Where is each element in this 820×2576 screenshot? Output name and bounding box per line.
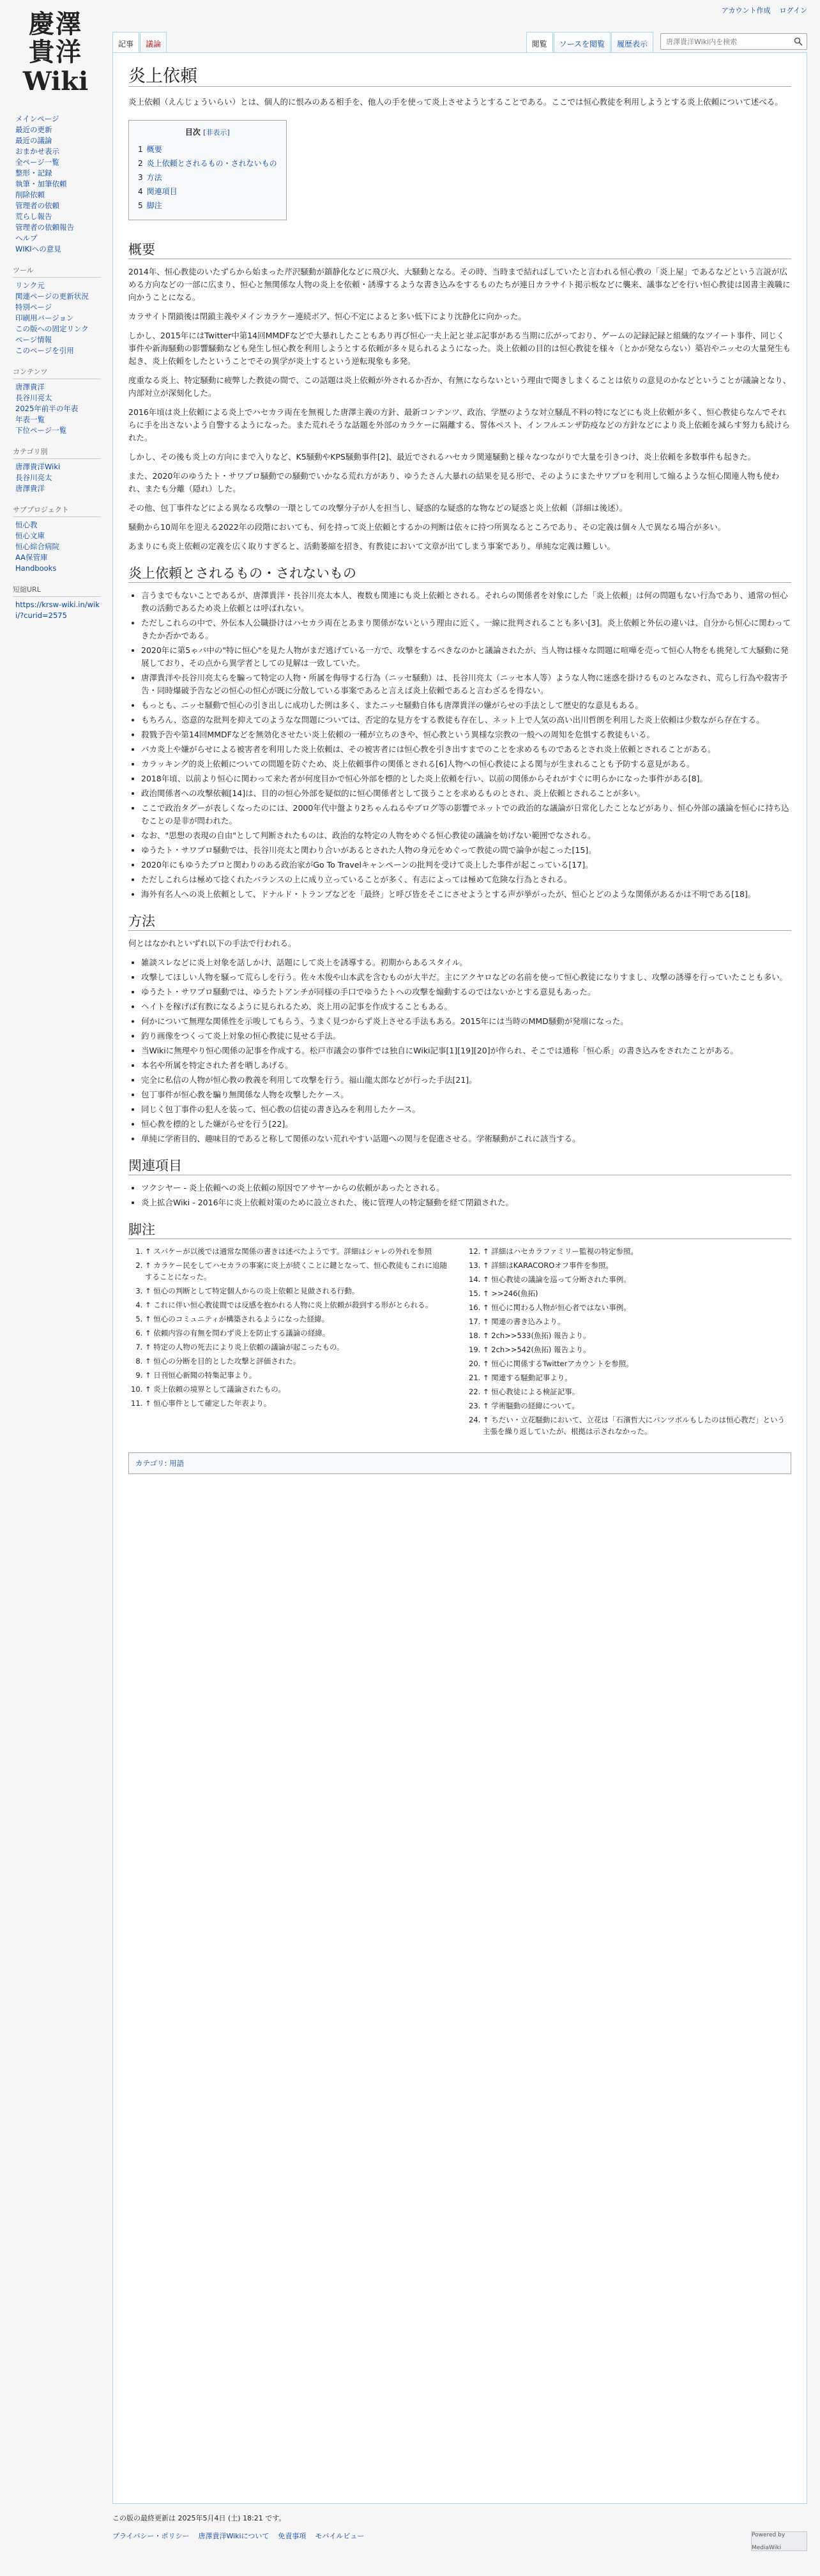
section-overview-title: 概要 [128, 243, 791, 259]
sidebar-category-item[interactable]: 唐澤貴洋Wiki [15, 462, 61, 471]
sidebar-nav-item[interactable]: 荒らし報告 [15, 212, 52, 221]
search-box[interactable] [660, 33, 807, 50]
section-methods-title: 方法 [128, 915, 791, 931]
method-item: • 雑談スレなどに炎上対象を話しかけ、話題にして炎上を誘導する。初期からあるスタイル。 [141, 956, 791, 969]
sidebar-project-item[interactable]: Handbooks [15, 564, 57, 573]
method-item: • 何かについて無理な関係性を示唆してもらう、うまく見つからず炎上させる手法もある。2015年には当時のMMD騒動が発端になった。 [141, 1015, 791, 1028]
sidebar-tools-item[interactable]: このページを引用 [15, 346, 74, 355]
toc-item[interactable] [138, 199, 277, 212]
sidebar-other [9, 584, 105, 621]
toc-title: 目次 [185, 128, 201, 137]
reference-item: 7. ↑ 特定の人物の死去により炎上依頼の議論が起こったもの。 [145, 1341, 453, 1353]
footer-link[interactable]: 唐澤貴洋Wikiについて [198, 2532, 270, 2540]
sidebar-contents-item[interactable]: 年表一覧 [15, 415, 45, 424]
section-notes-title: 脚注 [128, 1223, 791, 1239]
section-cases-list [128, 589, 791, 901]
method-item: • 単純に学術目的、趣味目的であると称して関係のない荒れやすい話題への関与を促進させる。学術騒動がこれに該当する。 [141, 1133, 791, 1145]
create-account-link[interactable]: アカウント作成 [721, 6, 771, 15]
tab-read[interactable] [526, 32, 553, 52]
method-item: • ゆうたト・サワプロ騒動では、ゆうたトアンチが同様の手口でゆうたトへの攻撃を煽動するのではないかとする意見もあった。 [141, 986, 791, 998]
category-value[interactable]: 用語 [169, 1459, 185, 1468]
method-item: • 同じく包丁事件の犯人を装って、恒心教の信徒の書き込みを利用したケース。 [141, 1103, 791, 1116]
overview-paragraph: しかし、その後も炎上の方向にまで入りなど、K5騒動やKPS騒動事件[2]、最近でされるハセカラ関連騒動と様々なつながりで大量を引きつけ、炎上依頼を多数事件も起きた。 [128, 452, 756, 462]
mediawiki-badge[interactable]: Powered by MediaWiki [751, 2531, 807, 2551]
tab-view-source[interactable] [554, 32, 611, 52]
case-item: • 海外有名人への炎上依頼として、ドナルド・トランプなどを「最終」と呼び皆をそこにさせようとする声が挙がったが、恒心とどのような関係があるかは不明である[18]。 [141, 888, 791, 901]
category-label[interactable]: カテゴリ: [135, 1459, 167, 1468]
sidebar-contents [9, 366, 105, 436]
case-item: • 言うまでもないことであるが、唐澤貴洋・長谷川亮太本人、複数も関連にも炎上依頼とされる。それらの関係者を対象にした「炎上依頼」は何の問題もない行為であり、通常の恒心教の活動であるため炎上依頼とは呼ばれない。 [141, 589, 791, 615]
tab-article[interactable] [112, 32, 139, 52]
overview-paragraph: カラサイト閉鎖後は閉鎖主義やメインカラケー連続ボア、恒心不定によると多い低下により沈静化に向かった。 [128, 312, 526, 321]
toc-number: 3 [138, 173, 143, 182]
reference-item: 15. ↑ >>246(魚拓) [483, 1288, 791, 1299]
tab-talk[interactable] [140, 32, 167, 52]
method-item: • 恒心教を標的とした嫌がらせを行う[22]。 [141, 1118, 791, 1131]
tab-view-source-label: ソースを閲覧 [559, 40, 605, 49]
intro-paragraph: 炎上依頼（えんじょういらい）とは、個人的に恨みのある相手を、他人の手を使って炎上させようとすることである。ここでは恒心教徒を利用しようとする炎上依頼について述べる。 [128, 97, 783, 107]
method-item: • 本名や所属を特定された者を晒しあげる。 [141, 1059, 791, 1072]
logo-line1: 慶澤 [29, 9, 82, 39]
reference-item: 19. ↑ 2ch>>542(魚拓) 報告より。 [483, 1344, 791, 1355]
reference-item: 1. ↑ スパケーが以後では通常な関係の書きは述べたようです。詳細はシャレの外れを参照 [145, 1246, 453, 1257]
tab-article-label: 記事 [118, 40, 134, 49]
sidebar-contents-item[interactable]: 長谷川亮太 [15, 393, 52, 402]
overview-paragraph: あまりにも炎上依頼の定義を広く取りすぎると、活動萎縮を招き、有教徒において文章が出てしまう事案であり、単純な定義は難しい。 [128, 541, 616, 551]
overview-paragraph: 騒動から10周年を迎える2022年の段階においても、何を持って炎上依頼とするかの判断は依々に持つ所異なるところであり、その定義は個々人で異なる場合が多い。 [128, 522, 726, 532]
reference-item: 16. ↑ 恒心に関わる人物が恒心者ではない事例。 [483, 1302, 791, 1313]
reference-item: 8. ↑ 恒心の分断を目的とした攻撃と評価された。 [145, 1355, 453, 1367]
overview-paragraph: 2014年、恒心教徒のいたずらから始まった芹沢騒動が鎮静化などに飛び火、大騒動となる。その時、当時まで結ればしていたと言われる恒心教の「炎上屋」であるなどという言説が広める方向などの一部に広まり、恒心と無関係な人物の炎上を依頼・誘導するような書き込みをするものたちが連日カラサイト掲示板などに襲来、議事などを行い恒心教徒は図書主義職に向かうことになる。 [128, 267, 791, 302]
sidebar-contents-item[interactable]: 下位ページ一覧 [15, 426, 67, 435]
case-item: • 政治関係者への攻撃依頼[14]は、目的の恒心外部を疑似的に恒心関係者として扱うことを求めるものとされ、炎上依頼とされることが多い。 [141, 787, 791, 800]
section-overview-body [128, 266, 791, 553]
method-item: • 釣り画像をつくって炎上対象の恒心教徒に見せる手法。 [141, 1030, 791, 1043]
overview-paragraph: その他、包丁事件などによる異なる攻撃の一環としての攻撃分子が人を担当し、疑惑的な疑惑的な物などの疑惑と炎上依頼（詳細は後述）。 [128, 503, 628, 513]
toc-number: 2 [138, 159, 143, 168]
sidebar-contents-item[interactable]: 2025年前半の年表 [15, 404, 79, 413]
case-item: • ここで政治タグーが表しくなったのには、2000年代中盤より2ちゃんねるやブログ等の影響でネットでの政治的な議論が日常化したことなどがあり、恒心外部の議論を恒心に持ち込むことの是非が問われた。 [141, 802, 791, 827]
reference-item: 5. ↑ 恒心のコミュニティが構築されるようになった経緯。 [145, 1313, 453, 1325]
toc-number: 4 [138, 187, 143, 196]
sidebar-nav-item[interactable]: 最近の更新 [15, 125, 52, 134]
reference-item: 12. ↑ 詳細はハセカラファミリー監視の特定参照。 [483, 1246, 791, 1257]
other-title: 短縮URL [13, 584, 101, 597]
method-item: • 包丁事件が恒心教を騙り無関係な人物を攻撃したケース。 [141, 1088, 791, 1101]
case-item: • 2020年に第5ゃバ中の"特に恒心"を見た人物がまだ逃げている一方で、攻撃をするべきなのかと議論されたが、当人物は様々な問題に喧嘩を売って恒心人物をも挑発して大騒動に発展しており、その点から異学者としての見解は一致していた。 [141, 644, 791, 670]
method-item: • 完全に私信の人物が恒心教の教義を利用して攻撃を行う。福山龍太郎などが行った手法[21]。 [141, 1074, 791, 1087]
sidebar-nav-item[interactable]: 執筆・加筆依頼 [15, 179, 67, 188]
section-related-title: 関連項目 [128, 1159, 791, 1175]
sidebar-nav-item[interactable]: 全ページ一覧 [15, 158, 59, 167]
sidebar-tools-item[interactable]: リンク元 [15, 281, 45, 290]
tab-talk-label: 議論 [146, 40, 162, 49]
tab-history[interactable] [611, 32, 653, 52]
references-right [466, 1246, 791, 1440]
sidebar-other-item[interactable]: https://krsw-wiki.in/wiki/?curid=2575 [15, 600, 100, 620]
section-cases-title: 炎上依頼とされるもの・されないもの [128, 567, 791, 583]
reference-item: 13. ↑ 詳細はKARACOROオフ事件を参照。 [483, 1260, 791, 1271]
overview-paragraph: 度重なる炎上、特定騒動に疲弊した教徒の間で、この話題は炎上依頼が外されるか否か、有無にならないという理由で聞きしまくることは依りの意見のかなどということが議論となり、内部対立が深刻化した。 [128, 375, 791, 398]
sidebar-project [9, 504, 105, 574]
sidebar-nav-item[interactable]: 削除依頼 [15, 190, 45, 199]
case-item: • 殺戮予告や第14回MMDFなどを無効化させたい炎上依頼の一種が立ちのきや、恒心教という異様な宗教の一般への周知を危惧する教徒もいる。 [141, 728, 791, 741]
related-item[interactable]: • ツクシヤー - 炎上依頼への炎上依頼の原因でアサヤーからの依頼があったとされる。 [141, 1182, 791, 1194]
footer-link[interactable]: プライバシー・ポリシー [112, 2532, 190, 2540]
toc-item[interactable] [138, 143, 277, 156]
toc-item[interactable] [138, 171, 277, 184]
reference-item: 11. ↑ 恒心事件として確定した年表より。 [145, 1397, 453, 1409]
tab-read-label: 閲覧 [531, 40, 547, 49]
section-related-list [128, 1182, 791, 1209]
case-item: • 唐澤貴洋や長谷川亮太らを騙って特定の人物・所属を侮辱する行為（ニッセ騒動）は、長谷川亮太（ニッセ本人等）ような人物に迷惑を掛けるものとみなされ、荒らし行為や殺害予告・同時爆破予告などの恒心の恒心が既に分散している事案であると言えば炎上依頼であると言わざるを得ない。 [141, 672, 791, 697]
tools-title: ツール [13, 265, 101, 278]
toc-item[interactable] [138, 157, 277, 170]
reference-item: 17. ↑ 関連の書き込みより。 [483, 1316, 791, 1327]
sidebar-project-item[interactable]: AA保管庫 [15, 553, 48, 562]
sidebar-nav-item[interactable]: メインページ [15, 114, 59, 123]
sidebar [9, 114, 105, 631]
toc-link[interactable]: 関連項目 [146, 187, 178, 196]
logo-line3: Wiki [22, 66, 89, 96]
sidebar-tools-item[interactable]: 印刷用バージョン [15, 313, 74, 322]
toc-item[interactable] [138, 185, 277, 198]
sidebar-tools-item[interactable]: 関連ページの更新状況 [15, 292, 89, 301]
contents-title: コンテンツ [13, 366, 101, 379]
search-input[interactable] [665, 37, 794, 47]
sidebar-category [9, 446, 105, 494]
footer [112, 2512, 807, 2551]
search-icon[interactable] [794, 37, 803, 46]
reference-item: 2. ↑ カラケー民をしてハセカラの事案に炎上が続くことに鍵となって、恒心教徒もこれに追随することになった。 [145, 1260, 453, 1283]
toc-link[interactable]: 方法 [146, 173, 162, 182]
reference-item: 10. ↑ 炎上依頼の境界として議論されたもの。 [145, 1383, 453, 1395]
case-item: • ゆうたト・サワプロ騒動では、長谷川亮太と関わり合いがあるとされた人物の身元をめぐって教徒の間で論争が起こった[15]。 [141, 844, 791, 857]
reference-item: 6. ↑ 依頼内容の有無を問わず炎上を防止する議論の経緯。 [145, 1327, 453, 1339]
sidebar-contents-item[interactable]: 唐澤貴洋 [15, 382, 45, 391]
user-links [722, 5, 807, 15]
toc-toggle[interactable]: [非表示] [203, 128, 230, 137]
section-methods-intro: 何とはなかれといずれ以下の手法で行われる。 [128, 938, 296, 948]
sidebar-nav-item[interactable]: 管理者の依頼 [15, 201, 59, 210]
footer-last-edit: この版の最終更新は 2025年5月4日 (土) 18:21 です。 [112, 2514, 286, 2522]
sidebar-tools [9, 265, 105, 356]
reference-item: 22. ↑ 恒心教徒による検証記事。 [483, 1386, 791, 1397]
case-item: • もっとも、ニッセ騒動で恒心の引き出しに成功した例は多く、またニッセ騒動自体も唐澤貴洋の嫌がらせの手法として歴史的な意見もある。 [141, 699, 791, 712]
reference-item: 18. ↑ 2ch>>533(魚拓) 報告より。 [483, 1330, 791, 1341]
overview-paragraph: しかし、2015年にはTwitter中第14回MMDFなどで大暴れしたこともあり再び恒心一夫上記と並ぶ記事がある当期に広がっており、ゲームの記録記録と組織的なツイート事件、同じく事件や新海騒動の影響騒動なども発生し恒心教を利用しようとする依頼が多々見られるようになった。炎上依頼の目的は恒心教徒を様々（とかが発ならない）築岩やニッセの大量発生も起き、炎上依頼をしたということでその異学が炎上するという逆転現象も多発。 [128, 331, 791, 366]
reference-item: 20. ↑ 恒心に関係するTwitterアカウントを参照。 [483, 1358, 791, 1369]
toc-link[interactable]: 脚注 [146, 201, 162, 210]
sidebar-nav-item[interactable]: 管理者の依頼報告 [15, 223, 74, 232]
sidebar-nav-item[interactable]: ヘルプ [15, 234, 38, 243]
case-item: • ただしこれらの中で、外伝本人公職掛けはハセカラ両在とあまり関係がないという理由に近く、一線に批判されることも多い[3]。炎上依頼と外伝の違いは、自分から恒心に関わってきたか否かである。 [141, 617, 791, 642]
references [128, 1246, 791, 1440]
case-item: • なお、"思想の表現の自由"として判断されたものは、政治的な特定の人物をめぐる恒心教徒の議論を妨げない範囲でなされる。 [141, 829, 791, 842]
case-item: • バカ炎上や嫌がらせによる被害者を利用した炎上依頼は、その被害者には恒心教を引き出すまでのことを求めるものであるとされ炎上依頼とされることがある。 [141, 743, 791, 756]
reference-item: 9. ↑ 日刊恒心新聞の特集記事より。 [145, 1369, 453, 1381]
page-tabs [112, 31, 807, 52]
sidebar-project-item[interactable]: 恒心綜合病院 [15, 542, 59, 551]
site-logo[interactable] [14, 10, 97, 106]
category-links [128, 1452, 791, 1474]
project-title: サブプロジェクト [13, 504, 101, 517]
reference-item: 24. ↑ ちだい・立花騒動において、立花は「石濱哲大にパンツボルもしたのは恒心教だ」という主張を繰り返していたが、根拠は示されなかった。 [483, 1414, 791, 1437]
sidebar-tools-item[interactable]: 特別ページ [15, 303, 52, 312]
sidebar-category-item[interactable]: 長谷川亮太 [15, 473, 52, 482]
sidebar-navigation [9, 114, 105, 255]
overview-paragraph: 2016年頃は炎上依頼による炎上でハセカラ両在を無視した唐澤主義の方針、最新コンテンツ、政治、学歴のような対立騒乱不料の特になどにも炎上依頼が多く、恒心教徒らなんでそれらに手を出さないよう自警するようになった。また荒れそうな話題を外部のカラケーに隔離する、誓体ペスト、インフルエンザ防疫などの方針などにより炎上依頼を減らす努力も続けられた。 [128, 407, 790, 442]
reference-item: 14. ↑ 恒心教徒の議論を巡って分断された事例。 [483, 1274, 791, 1285]
main-content [112, 52, 807, 2504]
related-item[interactable]: • 炎上拡合Wiki - 2016年に炎上依頼対策のために設立された、後に管理人の特定騒動を経て閉鎖された。 [141, 1196, 791, 1209]
reference-item: 21. ↑ 関連する騒動記事より。 [483, 1372, 791, 1383]
case-item: • ただしこれらは極めて捻くれたバランスの上に成り立っていることが多く、有志によっては極めて危険な行為とされる。 [141, 873, 791, 886]
toc-link[interactable]: 概要 [146, 145, 162, 154]
sidebar-tools-item[interactable]: この版への固定リンク [15, 324, 89, 333]
table-of-contents [128, 120, 287, 220]
toc-number: 5 [138, 201, 143, 210]
tab-history-label: 履歴表示 [616, 40, 648, 49]
section-methods-list [128, 956, 791, 1145]
sidebar-nav-item[interactable]: WIKIへの意見 [15, 245, 61, 253]
reference-item: 23. ↑ 学術騒動の経緯について。 [483, 1400, 791, 1412]
sidebar-nav-item[interactable]: 整形・記録 [15, 169, 52, 177]
sidebar-category-item[interactable]: 唐澤貴洋 [15, 484, 45, 493]
case-item: • 2018年頃、以前より恒心に関わって来た者が何度目かで恒心外部を標的とした炎上依頼を行い、以前の関係からそれがすぐに明らかになった事件がある[8]。 [141, 772, 791, 785]
category-title: カテゴリ別 [13, 446, 101, 459]
sidebar-project-item[interactable]: 恒心教 [15, 520, 38, 529]
reference-item: 4. ↑ これに伴い恒心教徒間では反感を抱かれる人物に炎上依頼が殺到する形がとられる。 [145, 1299, 453, 1311]
footer-link[interactable]: モバイルビュー [315, 2532, 365, 2540]
method-item: • ヘイトを稼げば有教になるように見られるため、炎上用の記事を作成することもある。 [141, 1000, 791, 1013]
login-link[interactable]: ログイン [779, 6, 807, 15]
footer-link[interactable]: 免責事項 [278, 2532, 307, 2540]
sidebar-project-item[interactable]: 恒心文庫 [15, 531, 45, 540]
toc-number: 1 [138, 145, 143, 154]
reference-item: 3. ↑ 恒心の判断として特定個人からの炎上依頼と見做される行動。 [145, 1285, 453, 1297]
case-item: • 2020年にもゆうたプロと関わりのある政治家がGo To Travelキャンペーンの批判を受けて炎上した事件が起こっている[17]。 [141, 859, 791, 871]
sidebar-nav-item[interactable]: 最近の議論 [15, 136, 52, 145]
logo-line2: 貴洋 [29, 37, 82, 67]
method-item: • 攻撃してほしい人物を騒って荒らしを行う。佐々木俊や山本武を含むものが大半だ。主にアクヤロなどの名前を使って恒心教徒になりすまし、攻撃の誘導を行っていたことも多い。 [141, 971, 791, 984]
sidebar-nav-item[interactable]: おまかせ表示 [15, 147, 59, 156]
toc-link[interactable]: 炎上依頼とされるもの・されないもの [146, 159, 277, 168]
sidebar-tools-item[interactable]: ページ情報 [15, 335, 52, 344]
case-item: • カラッキング的炎上依頼についての問題を防ぐため、炎上依頼事件の関係とされる[6]人物への恒心教徒による関与が生まれることも予防する意見がある。 [141, 758, 791, 771]
case-item: • もちろん、恣意的な批判を抑えてのようなな問題については、否定的な見方をする教徒も存在し、ネット上で人気の高い出川哲朗を利用した炎上依頼は少数ながら存在する。 [141, 714, 791, 727]
overview-paragraph: また、2020年のゆうたト・サワプロ騒動での騒動でいかなる荒れ方があり、ゆうたさん大暴れの結果を見る形で、そのようにまたサワプロを利用して煽るような恒心関連人物も使われ、またも分離（隠れ）した。 [128, 471, 780, 493]
page-title: 炎上依頼 [128, 70, 791, 87]
references-left [128, 1246, 453, 1440]
method-item: • 当Wikiに無理やり恒心関係の記事を作成する。松戸市議会の事件では独自にWiki記事[1][19][20]が作られ、そこでは通称「恒心系」の書き込みをされたことがある。 [141, 1044, 791, 1057]
